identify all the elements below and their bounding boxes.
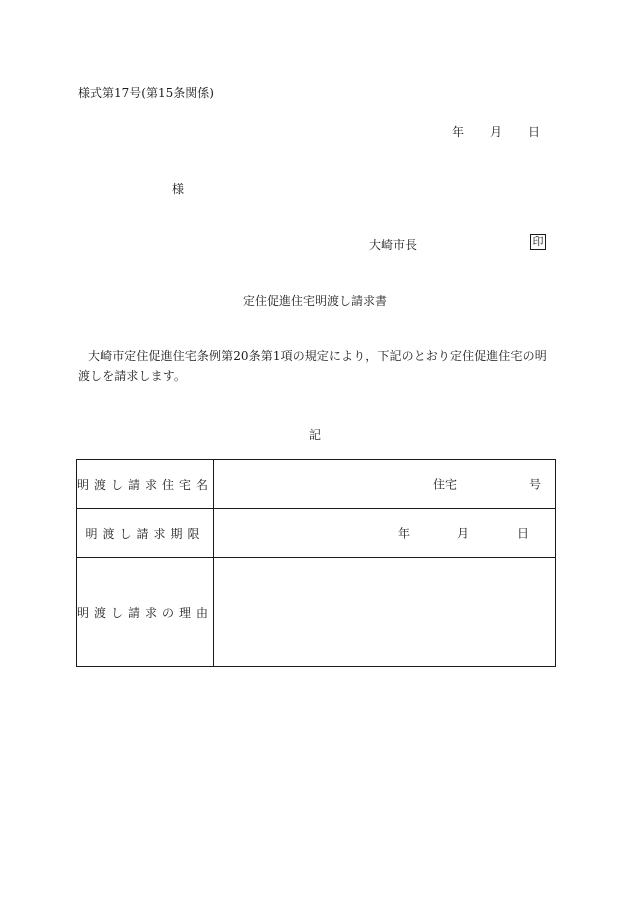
deadline-year: 年 (398, 526, 411, 541)
date-month: 月 (490, 125, 503, 139)
table-row (77, 558, 556, 667)
deadline-day: 日 (517, 526, 530, 541)
deadline-month: 月 (457, 526, 470, 541)
recipient-suffix: 様 (172, 182, 185, 196)
ki-heading: 記 (308, 428, 321, 442)
seal-mark: 印 (530, 234, 546, 250)
row-label-deadline: 明渡し請求期限 (77, 509, 214, 558)
deadline-field[interactable] (214, 509, 556, 558)
date-year: 年 (452, 125, 465, 139)
housing-name-field[interactable] (214, 460, 556, 509)
date-day: 日 (528, 125, 541, 139)
table-row (77, 460, 556, 509)
issuer-name: 大崎市長 (369, 238, 418, 252)
number-label: 号 (529, 477, 542, 492)
row-label-housing-name: 明渡し請求住宅名 (77, 460, 214, 509)
housing-label: 住宅 (433, 477, 458, 492)
form-number: 様式第17号(第15条関係) (78, 86, 214, 100)
request-table (76, 459, 556, 667)
date-line (452, 123, 540, 140)
row-label-reason: 明渡し請求の理由 (77, 558, 214, 667)
document-title: 定住促進住宅明渡し請求書 (242, 294, 387, 308)
body-text: 大崎市定住促進住宅条例第20条第1項の規定により，下記のとおり定住促進住宅の明渡しを請求します。 (78, 349, 547, 383)
reason-field[interactable] (214, 558, 556, 667)
table-row (77, 509, 556, 558)
